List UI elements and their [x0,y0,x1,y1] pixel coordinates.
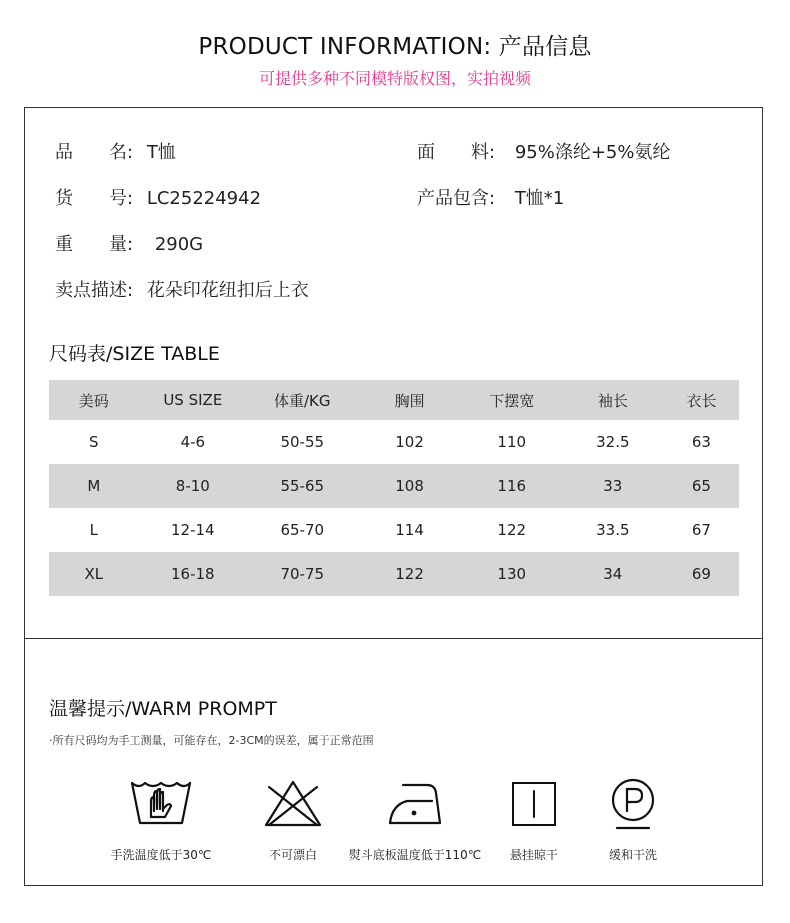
table-cell: 70-75 [247,552,357,596]
table-cell: 65 [664,464,739,508]
table-row [49,464,739,508]
hand-wash-icon [91,776,231,832]
info-desc-value: 花朵印花纽扣后上衣 [146,280,309,301]
table-cell: 32.5 [596,433,630,451]
table-cell: 33 [562,464,664,508]
table-cell: 50-55 [280,433,325,451]
dry-clean-p-icon [563,776,703,832]
table-cell: 116 [462,464,562,508]
size-table-header-cell: 下摆宽 [462,380,562,420]
info-weight [55,230,203,256]
table-cell: 67 [691,521,711,539]
table-cell: L [89,521,98,539]
info-desc-label: 卖点描述: [55,280,134,301]
table-row [49,508,739,552]
care-label: 缓和干洗 [608,848,657,862]
no-bleach-icon [223,776,363,832]
care-label: 不可漂白 [268,848,317,862]
table-cell: 12-14 [171,521,215,539]
info-frame [24,107,763,886]
care-label: 手洗温度低于30℃ [110,848,212,862]
info-name-value: T恤 [146,142,176,163]
page-title: PRODUCT INFORMATION: 产品信息 [198,34,592,60]
table-cell: 122 [497,521,527,539]
table-cell: 63 [691,433,711,451]
info-package-label: 产品包含: [417,188,496,209]
table-row [49,552,739,596]
care-item-no-bleach [223,776,363,863]
info-desc [55,276,309,302]
section-divider [25,638,762,639]
info-name [55,138,176,164]
size-table-header [49,380,739,420]
table-cell: 102 [395,433,424,451]
care-item-hand-wash [91,776,231,863]
table-cell: 55-65 [247,464,357,508]
warm-prompt-title: 温馨提示/WARM PROMPT [49,698,277,720]
table-cell: 114 [395,521,424,539]
size-table-header-cell: 袖长 [562,380,664,420]
care-item-dry-clean [563,776,703,863]
table-cell: 122 [357,552,461,596]
measurement-note: ·所有尺码均为手工测量，可能存在，2-3CM的误差，属于正常范围 [49,734,374,747]
table-cell: 69 [664,552,739,596]
size-table-header-cell: 美码 [49,380,139,420]
info-sku-label: 货 号: [55,188,134,209]
table-cell: 130 [462,552,562,596]
info-package-value: T恤*1 [514,188,565,209]
info-material [417,138,670,164]
size-table-header-cell: 体重/KG [247,380,357,420]
size-table-header-cell: US SIZE [139,380,247,420]
info-material-value: 95%涤纶+5%氨纶 [514,142,671,163]
table-cell: 34 [562,552,664,596]
care-label: 熨斗底板温度低于110℃ [348,848,482,862]
size-table-header-cell: 胸围 [357,380,461,420]
info-sku-value: LC25224942 [146,188,262,209]
size-table-title: 尺码表/SIZE TABLE [49,343,220,365]
info-weight-value: 290G [154,234,204,255]
info-sku [55,184,261,210]
table-cell: 65-70 [280,521,325,539]
info-name-label: 品 名: [55,142,134,163]
table-cell: 33.5 [596,521,630,539]
table-cell: 8-10 [139,464,247,508]
table-row [49,420,739,464]
table-cell: 16-18 [139,552,247,596]
table-cell: 110 [497,433,527,451]
size-table-header-cell: 衣长 [664,380,739,420]
table-cell: 4-6 [180,433,206,451]
size-table [49,380,739,596]
care-label: 悬挂晾干 [509,848,558,862]
table-cell: M [49,464,139,508]
table-cell: XL [49,552,139,596]
page-subtitle: 可提供多种不同模特版权图，实拍视频 [258,69,531,88]
info-material-label: 面 料: [417,142,496,163]
info-package [417,184,564,210]
table-cell: S [89,433,99,451]
table-cell: 108 [357,464,461,508]
info-weight-label: 重 量: [55,234,134,255]
